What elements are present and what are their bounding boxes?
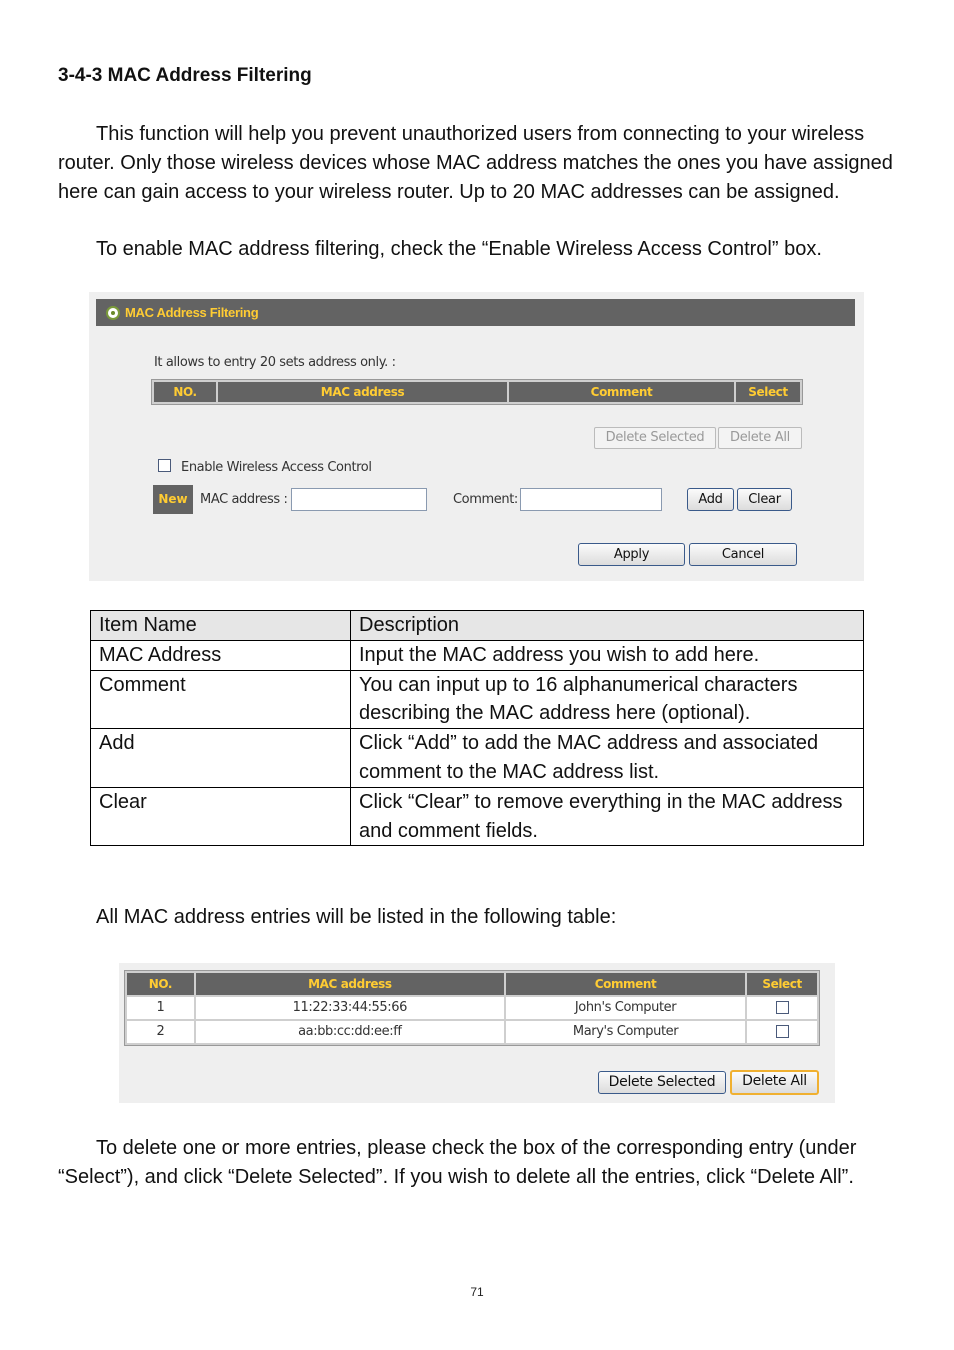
entry-number: 1: [127, 997, 194, 1019]
list-intro-paragraph: All MAC address entries will be listed in the following table:: [96, 906, 617, 928]
description-cell: Click “Add” to add the MAC address and associated comment to the MAC address list.: [351, 729, 864, 788]
table-row: [127, 997, 817, 1019]
mac-list-screenshot: [119, 963, 835, 1103]
entry-select-cell: [747, 997, 817, 1019]
table-row: [91, 729, 864, 788]
entry-comment: Mary's Computer: [506, 1021, 745, 1043]
add-button[interactable]: Add: [687, 488, 734, 511]
cancel-button[interactable]: Cancel: [689, 543, 797, 566]
panel-title-bar: [96, 299, 855, 326]
apply-button[interactable]: Apply: [578, 543, 685, 566]
mac-filter-screenshot: [89, 292, 864, 581]
entry-select-checkbox[interactable]: [776, 1001, 789, 1014]
list-header-row: [127, 973, 817, 995]
delete-all-button[interactable]: Delete All: [718, 427, 802, 449]
clear-button[interactable]: Clear: [737, 488, 792, 511]
item-name-cell: MAC Address: [91, 640, 351, 670]
header-item-name: Item Name: [91, 611, 351, 641]
delete-paragraph: To delete one or more entries, please check the box of the corresponding entry (under “Select”), and click “Delete Selected”. If you wish to delete all the entries, click “Delete All”.: [58, 1137, 857, 1188]
col-no: NO.: [127, 973, 194, 995]
delete-selected-button[interactable]: Delete Selected: [598, 1071, 726, 1094]
table-row: [91, 787, 864, 846]
entry-select-cell: [747, 1021, 817, 1043]
radio-bullet-icon: [106, 306, 120, 320]
col-mac: MAC address: [218, 382, 507, 402]
table-row: [91, 670, 864, 729]
section-heading: 3-4-3 MAC Address Filtering: [58, 65, 312, 86]
entry-number: 2: [127, 1021, 194, 1043]
entry-mac: aa:bb:cc:dd:ee:ff: [196, 1021, 504, 1043]
entry-mac: 11:22:33:44:55:66: [196, 997, 504, 1019]
table-row: [127, 1021, 817, 1043]
description-table: [90, 610, 864, 846]
mac-address-input[interactable]: [291, 488, 427, 511]
item-name-cell: Clear: [91, 787, 351, 846]
delete-selected-button[interactable]: Delete Selected: [594, 427, 716, 449]
new-badge: New: [153, 485, 193, 514]
item-name-cell: Add: [91, 729, 351, 788]
col-comment: Comment: [506, 973, 745, 995]
comment-input[interactable]: [520, 488, 662, 511]
page-number: 71: [470, 1285, 484, 1299]
intro-paragraph: This function will help you prevent unauthorized users from connecting to your wireless router. Only those wireless devices whose MAC address matches the ones you have assigned here can gain access to your wireless router. Up to 20 MAC addresses can be assigned.: [58, 123, 893, 203]
panel-title: MAC Address Filtering: [125, 305, 259, 320]
description-cell: You can input up to 16 alphanumerical characters describing the MAC address here (optional).: [351, 670, 864, 729]
enable-access-control-checkbox[interactable]: [158, 459, 171, 472]
col-no: NO.: [154, 382, 216, 402]
mac-list-header: [151, 379, 803, 405]
description-cell: Input the MAC address you wish to add here.: [351, 640, 864, 670]
enable-paragraph: To enable MAC address filtering, check the “Enable Wireless Access Control” box.: [96, 238, 822, 260]
description-cell: Click “Clear” to remove everything in the MAC address and comment fields.: [351, 787, 864, 846]
col-comment: Comment: [509, 382, 734, 402]
entry-select-checkbox[interactable]: [776, 1025, 789, 1038]
comment-label: Comment:: [453, 492, 518, 507]
table-header-row: [91, 611, 864, 641]
mac-address-label: MAC address :: [200, 492, 288, 507]
delete-all-button[interactable]: Delete All: [730, 1070, 819, 1095]
entry-comment: John's Computer: [506, 997, 745, 1019]
item-name-cell: Comment: [91, 670, 351, 729]
enable-access-control-label: Enable Wireless Access Control: [181, 460, 372, 475]
allows-text: It allows to entry 20 sets address only. :: [154, 355, 396, 370]
col-select: Select: [736, 382, 800, 402]
col-select: Select: [747, 973, 817, 995]
header-description: Description: [351, 611, 864, 641]
table-row: [91, 640, 864, 670]
mac-list-table: [124, 970, 820, 1046]
col-mac: MAC address: [196, 973, 504, 995]
